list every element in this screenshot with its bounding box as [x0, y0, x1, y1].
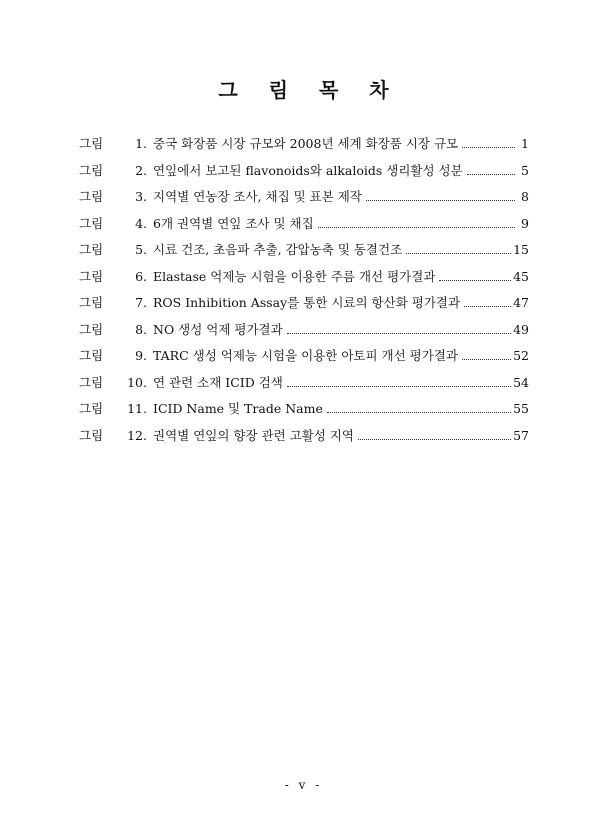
figure-page-number: 47 [513, 295, 529, 310]
figure-prefix: 그림 [79, 348, 104, 363]
figure-page-number: 5 [521, 162, 529, 178]
figure-prefix: 그림 [79, 427, 104, 443]
figure-page-number: 1 [521, 136, 529, 151]
dot-leader [467, 174, 515, 175]
figure-list-item [79, 187, 529, 214]
figure-page-number: 55 [513, 401, 529, 416]
figure-number: 12. [127, 427, 147, 443]
figure-prefix: 그림 [79, 374, 104, 390]
figure-prefix: 그림 [79, 401, 104, 416]
figure-number: 5. [135, 242, 147, 257]
figure-number: 11. [127, 401, 147, 416]
figure-number: 1. [135, 136, 147, 151]
figure-prefix: 그림 [79, 321, 104, 337]
figure-page-number: 15 [513, 242, 529, 257]
figure-title: 6개 권역별 연잎 조사 및 채집 [153, 215, 314, 231]
figure-number: 9. [135, 348, 147, 363]
figure-list-item [79, 399, 529, 426]
figure-title: NO 생성 억제 평가결과 [153, 321, 283, 337]
figure-page-number: 52 [513, 348, 529, 363]
figure-page-number: 49 [513, 321, 529, 337]
dot-leader [327, 412, 511, 413]
figure-list-item [79, 426, 529, 453]
figure-page-number: 45 [513, 268, 529, 284]
figure-list-item [79, 240, 529, 267]
figure-prefix: 그림 [79, 242, 104, 257]
figure-page-number: 57 [513, 427, 529, 443]
figure-list-item [79, 214, 529, 241]
figure-title: 중국 화장품 시장 규모와 2008년 세계 화장품 시장 규모 [153, 136, 459, 151]
dot-leader [464, 306, 511, 307]
figure-number: 10. [127, 374, 147, 390]
figure-prefix: 그림 [79, 268, 104, 284]
dot-leader [462, 147, 515, 148]
figure-list-item [79, 373, 529, 400]
figure-title: ICID Name 및 Trade Name [153, 401, 323, 416]
figure-number: 2. [135, 162, 147, 178]
page-title: 그 림 목 차 [218, 78, 401, 102]
figure-prefix: 그림 [79, 162, 104, 178]
figure-list-item [79, 293, 529, 320]
dot-leader [287, 333, 511, 334]
figure-prefix: 그림 [79, 189, 104, 204]
figure-list-item [79, 267, 529, 294]
figure-prefix: 그림 [79, 295, 104, 310]
figure-list [79, 134, 529, 452]
dot-leader [358, 439, 511, 440]
figure-page-number: 8 [521, 189, 529, 204]
dot-leader [318, 227, 515, 228]
figure-page-number: 9 [521, 215, 529, 231]
figure-number: 8. [135, 321, 147, 337]
dot-leader [287, 386, 511, 387]
figure-list-item [79, 320, 529, 347]
figure-list-item [79, 346, 529, 373]
figure-page-number: 54 [513, 374, 529, 390]
figure-list-item [79, 161, 529, 188]
figure-title: 권역별 연잎의 향장 관련 고활성 지역 [153, 427, 354, 443]
figure-title: ROS Inhibition Assay를 통한 시료의 항산화 평가결과 [153, 295, 461, 310]
dot-leader [366, 200, 515, 201]
figure-title: 연잎에서 보고된 flavonoids와 alkaloids 생리활성 성분 [153, 162, 463, 178]
figure-title: TARC 생성 억제능 시험을 이용한 아토피 개선 평가결과 [153, 348, 458, 363]
figure-title: 연 관련 소재 ICID 검색 [153, 374, 283, 390]
figure-prefix: 그림 [79, 136, 104, 151]
figure-number: 7. [135, 295, 147, 310]
figure-list-item [79, 134, 529, 161]
figure-title: Elastase 억제능 시험을 이용한 주름 개선 평가결과 [153, 268, 436, 284]
figure-prefix: 그림 [79, 215, 104, 231]
figure-title: 지역별 연농장 조사, 채집 및 표본 제작 [153, 189, 362, 204]
figure-number: 4. [135, 215, 147, 231]
figure-title: 시료 건조, 초음파 추출, 감압농축 및 동결건조 [153, 242, 403, 257]
dot-leader [406, 253, 511, 254]
dot-leader [439, 280, 511, 281]
figure-number: 3. [135, 189, 147, 204]
dot-leader [462, 359, 511, 360]
figure-number: 6. [135, 268, 147, 284]
page-number: - v - [284, 778, 323, 792]
